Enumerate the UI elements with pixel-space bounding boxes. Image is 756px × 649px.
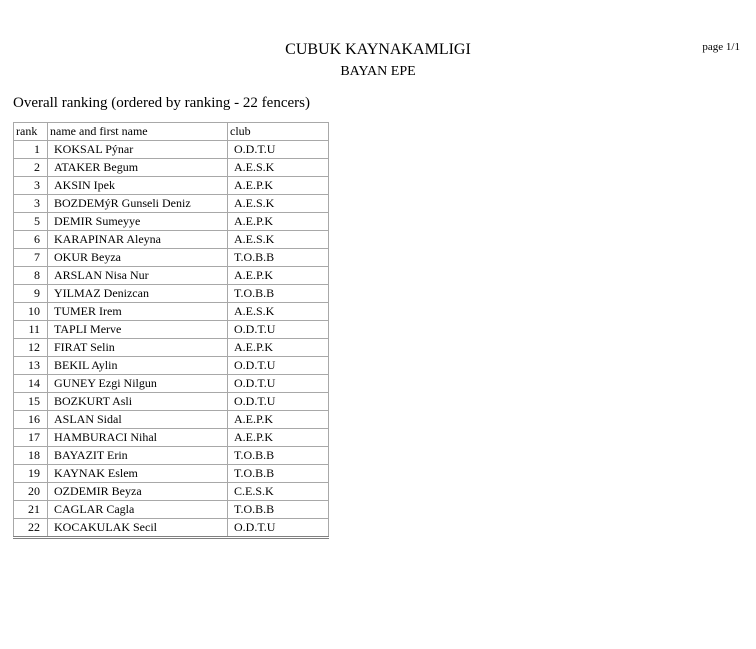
cell-club: A.E.P.K [228, 177, 329, 195]
table-row [14, 195, 329, 213]
ranking-caption: Overall ranking (ordered by ranking - 22 fencers) [13, 95, 310, 111]
cell-name: OKUR Beyza [48, 249, 228, 267]
cell-name: ARSLAN Nisa Nur [48, 267, 228, 285]
table-row [14, 339, 329, 357]
column-header-club: club [228, 123, 329, 141]
cell-rank: 10 [14, 303, 48, 321]
cell-rank: 3 [14, 195, 48, 213]
cell-rank: 13 [14, 357, 48, 375]
cell-rank: 11 [14, 321, 48, 339]
document-subtitle: BAYAN EPE [340, 64, 416, 79]
table-header-row [14, 123, 329, 141]
cell-rank: 16 [14, 411, 48, 429]
table-row [14, 213, 329, 231]
cell-name: YILMAZ Denizcan [48, 285, 228, 303]
cell-rank: 15 [14, 393, 48, 411]
cell-name: ATAKER Begum [48, 159, 228, 177]
table-row [14, 285, 329, 303]
cell-name: GUNEY Ezgi Nilgun [48, 375, 228, 393]
cell-rank: 12 [14, 339, 48, 357]
cell-club: C.E.S.K [228, 483, 329, 501]
cell-club: O.D.T.U [228, 519, 329, 538]
cell-club: O.D.T.U [228, 141, 329, 159]
cell-rank: 14 [14, 375, 48, 393]
table-row [14, 357, 329, 375]
cell-club: T.O.B.B [228, 501, 329, 519]
cell-name: KARAPINAR Aleyna [48, 231, 228, 249]
cell-club: O.D.T.U [228, 357, 329, 375]
cell-name: BEKIL Aylin [48, 357, 228, 375]
table-row [14, 393, 329, 411]
cell-club: A.E.S.K [228, 195, 329, 213]
cell-name: KOKSAL Pýnar [48, 141, 228, 159]
cell-name: TAPLI Merve [48, 321, 228, 339]
cell-name: BOZDEMýR Gunseli Deniz [48, 195, 228, 213]
cell-club: T.O.B.B [228, 447, 329, 465]
table-row [14, 267, 329, 285]
cell-club: A.E.P.K [228, 411, 329, 429]
cell-name: KOCAKULAK Secil [48, 519, 228, 538]
cell-name: ASLAN Sidal [48, 411, 228, 429]
cell-club: O.D.T.U [228, 393, 329, 411]
table-row [14, 159, 329, 177]
cell-rank: 18 [14, 447, 48, 465]
column-header-name: name and first name [48, 123, 228, 141]
cell-name: TUMER Irem [48, 303, 228, 321]
cell-club: A.E.P.K [228, 213, 329, 231]
table-row [14, 249, 329, 267]
document-title: CUBUK KAYNAKAMLIGI [285, 41, 471, 58]
table-row [14, 483, 329, 501]
cell-club: T.O.B.B [228, 465, 329, 483]
cell-rank: 17 [14, 429, 48, 447]
cell-club: A.E.S.K [228, 159, 329, 177]
table-row [14, 519, 329, 538]
cell-rank: 2 [14, 159, 48, 177]
cell-name: DEMIR Sumeyye [48, 213, 228, 231]
cell-club: A.E.P.K [228, 339, 329, 357]
table-row [14, 411, 329, 429]
cell-club: A.E.S.K [228, 231, 329, 249]
table-row [14, 447, 329, 465]
table-row [14, 141, 329, 159]
table-row [14, 177, 329, 195]
table-row [14, 231, 329, 249]
cell-club: T.O.B.B [228, 285, 329, 303]
cell-rank: 1 [14, 141, 48, 159]
cell-name: AKSIN Ipek [48, 177, 228, 195]
cell-rank: 8 [14, 267, 48, 285]
cell-club: A.E.S.K [228, 303, 329, 321]
ranking-table-body [14, 141, 329, 538]
cell-club: A.E.P.K [228, 267, 329, 285]
cell-club: A.E.P.K [228, 429, 329, 447]
cell-rank: 5 [14, 213, 48, 231]
cell-club: O.D.T.U [228, 321, 329, 339]
cell-rank: 21 [14, 501, 48, 519]
cell-rank: 19 [14, 465, 48, 483]
cell-rank: 20 [14, 483, 48, 501]
cell-rank: 22 [14, 519, 48, 538]
cell-club: T.O.B.B [228, 249, 329, 267]
cell-name: OZDEMIR Beyza [48, 483, 228, 501]
table-row [14, 321, 329, 339]
table-row [14, 375, 329, 393]
cell-name: FIRAT Selin [48, 339, 228, 357]
cell-name: BAYAZIT Erin [48, 447, 228, 465]
cell-rank: 7 [14, 249, 48, 267]
cell-name: HAMBURACI Nihal [48, 429, 228, 447]
ranking-table [13, 122, 329, 539]
cell-name: KAYNAK Eslem [48, 465, 228, 483]
table-row [14, 429, 329, 447]
table-row [14, 501, 329, 519]
cell-rank: 9 [14, 285, 48, 303]
table-row [14, 465, 329, 483]
table-row [14, 303, 329, 321]
cell-rank: 6 [14, 231, 48, 249]
cell-name: BOZKURT Asli [48, 393, 228, 411]
page-number: page 1/1 [702, 41, 740, 53]
column-header-rank: rank [14, 123, 48, 141]
cell-name: CAGLAR Cagla [48, 501, 228, 519]
cell-club: O.D.T.U [228, 375, 329, 393]
cell-rank: 3 [14, 177, 48, 195]
